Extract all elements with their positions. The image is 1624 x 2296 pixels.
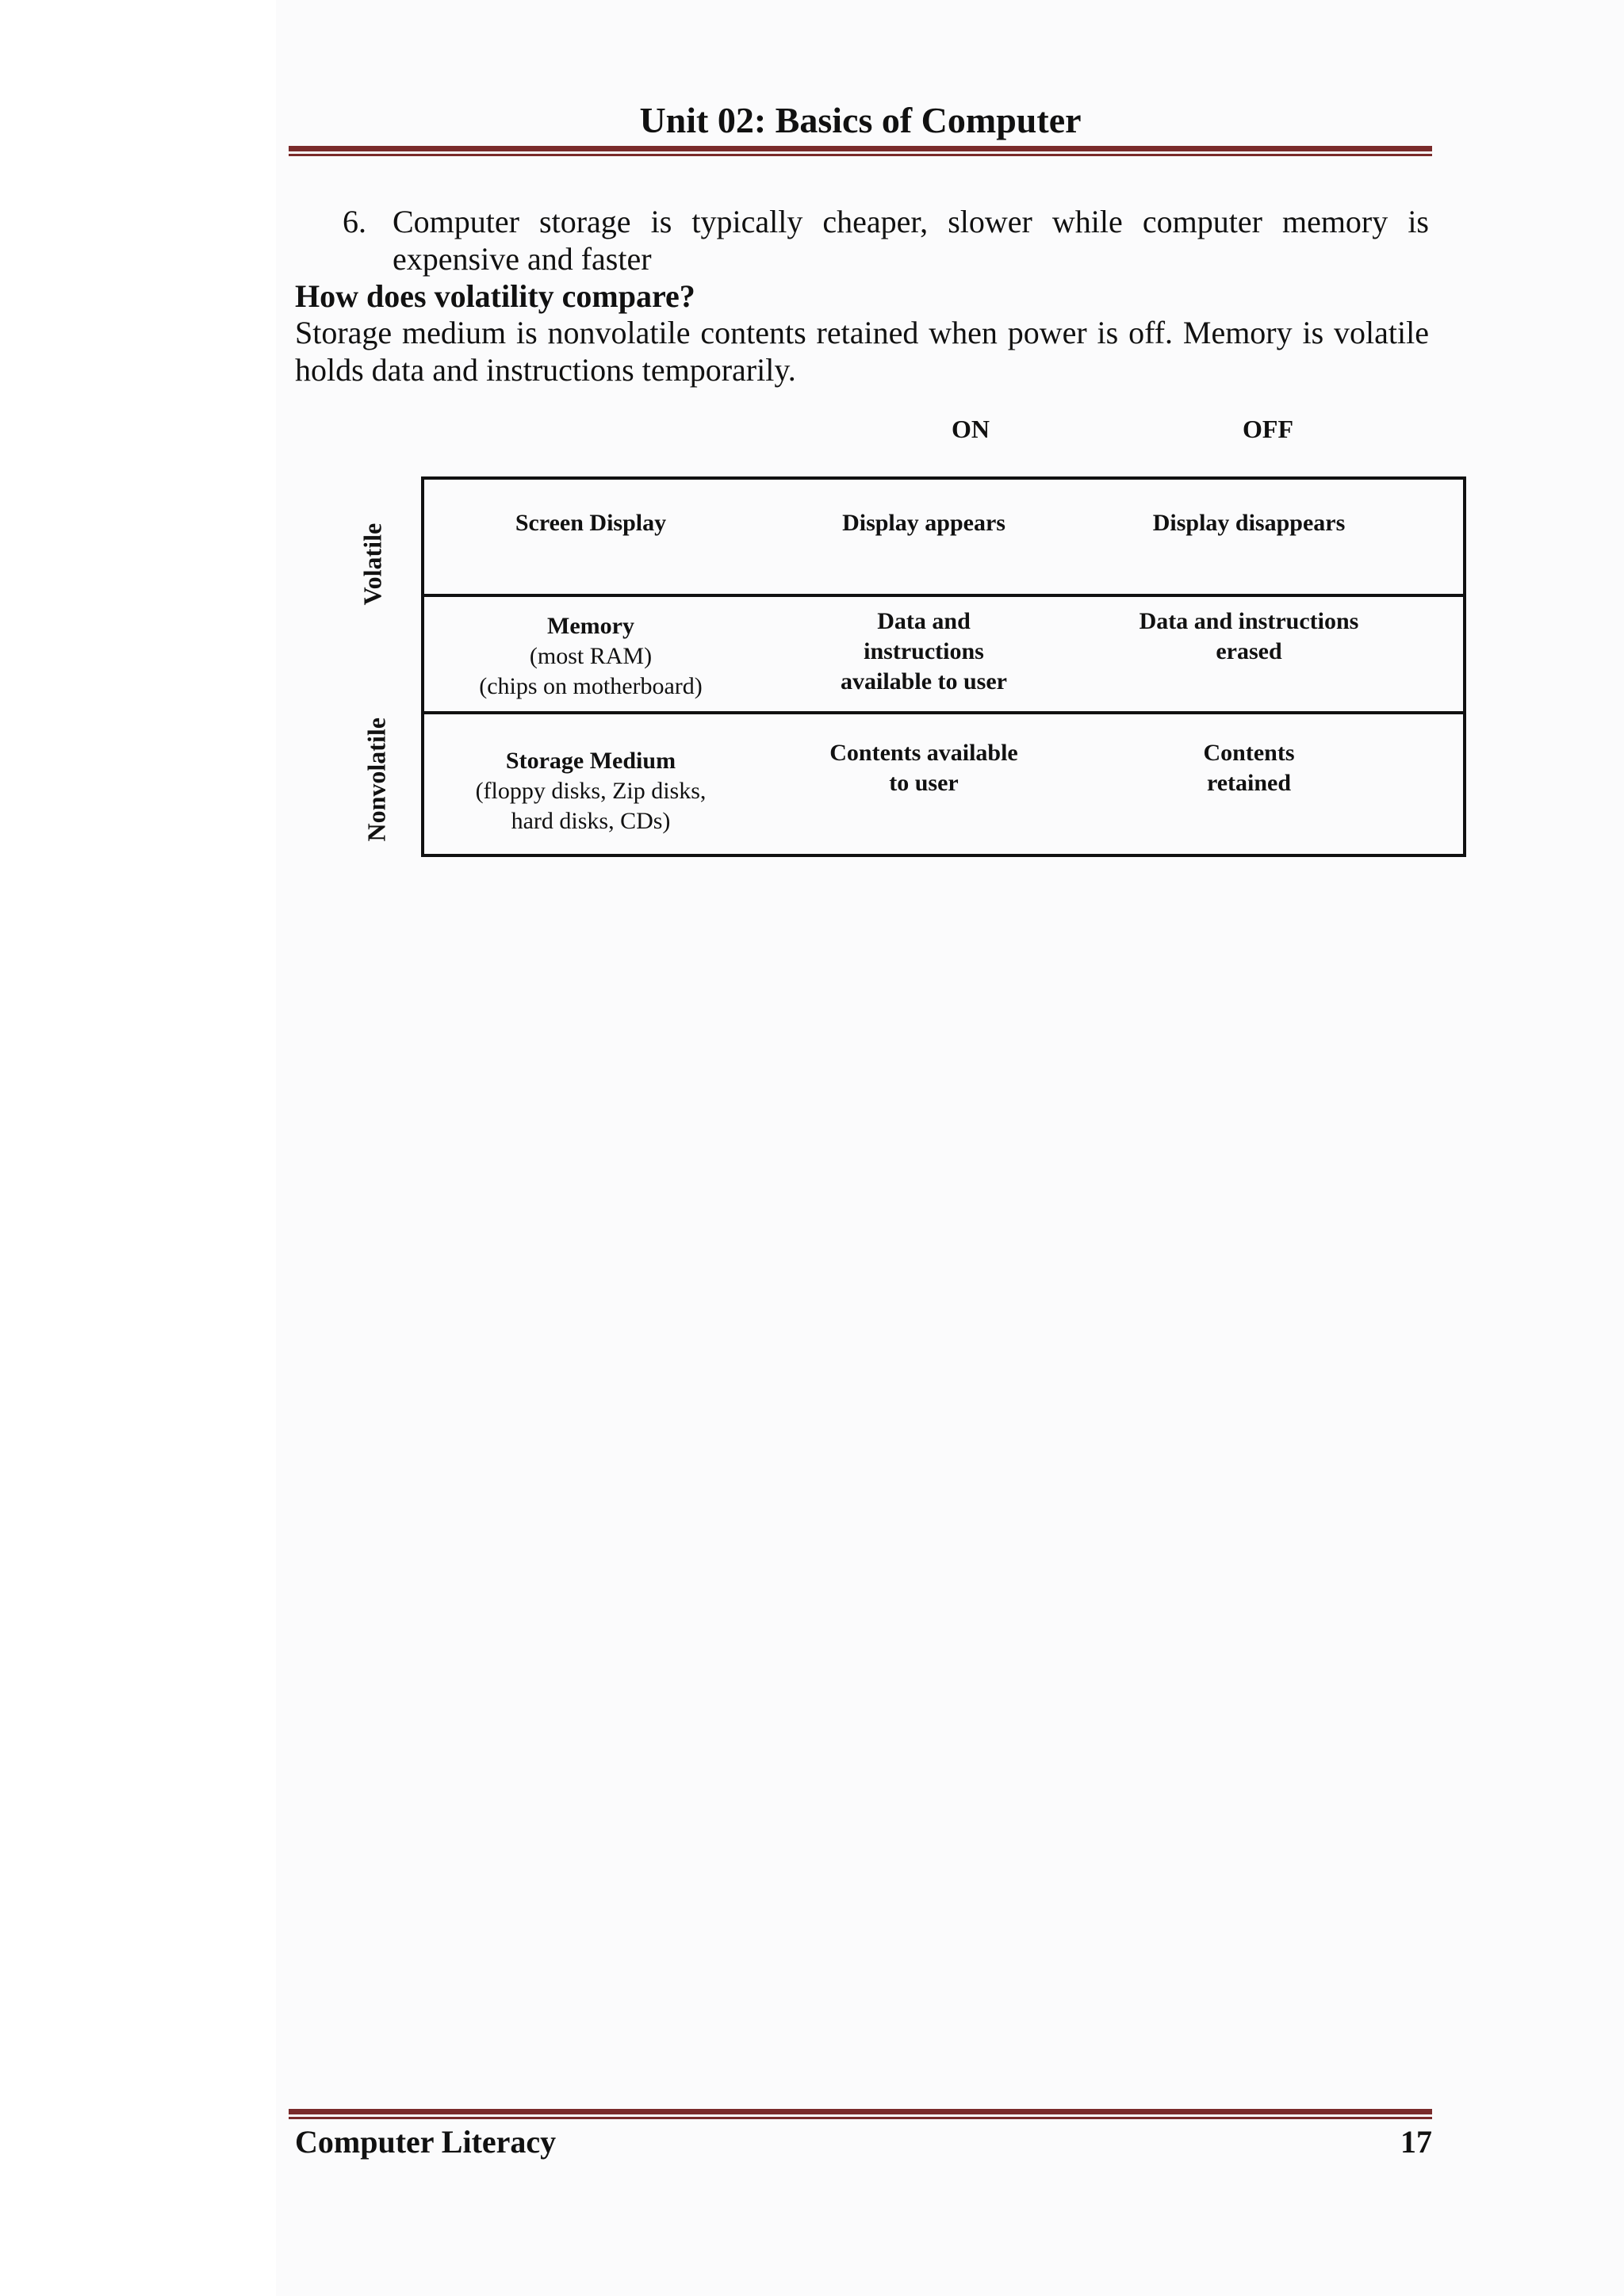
cell-on: Data and instructions available to user [841, 608, 1007, 695]
cell-off: Contents retained [1203, 740, 1295, 796]
cell-item: Memory (most RAM) (chips on motherboard) [479, 613, 703, 699]
table-row [424, 480, 1463, 597]
cell-on: Display appears [842, 510, 1005, 536]
side-label-volatile: Volatile [358, 522, 387, 606]
list-item-text: Computer storage is typically cheaper, slower while computer memory is expensive and faster [393, 204, 1429, 277]
table-row [424, 714, 1463, 854]
cell-off: Data and instructions erased [1139, 608, 1359, 664]
volatility-table [421, 476, 1466, 857]
table-row [424, 597, 1463, 714]
side-label-nonvolatile: Nonvolatile [362, 718, 391, 842]
cell-on: Contents available to user [829, 740, 1018, 796]
cell-item: Screen Display [515, 510, 667, 536]
list-item [295, 203, 1429, 277]
page-title: Unit 02: Basics of Computer [639, 100, 1082, 140]
section-question: How does volatility compare? [295, 278, 695, 314]
column-header-on: ON [952, 415, 990, 443]
cell-item: Storage Medium (floppy disks, Zip disks, hard disks, CDs) [475, 748, 707, 834]
column-header-off: OFF [1243, 415, 1293, 443]
section-answer: Storage medium is nonvolatile contents retained when power is off. Memory is volatile holds data and instructions temporarily. [295, 315, 1429, 388]
header-rule [289, 146, 1432, 156]
footer-rule [289, 2109, 1432, 2119]
list-item-number: 6. [343, 204, 366, 239]
page-number: 17 [1400, 2124, 1432, 2160]
cell-off: Display disappears [1152, 510, 1346, 536]
footer-title: Computer Literacy [295, 2124, 557, 2160]
